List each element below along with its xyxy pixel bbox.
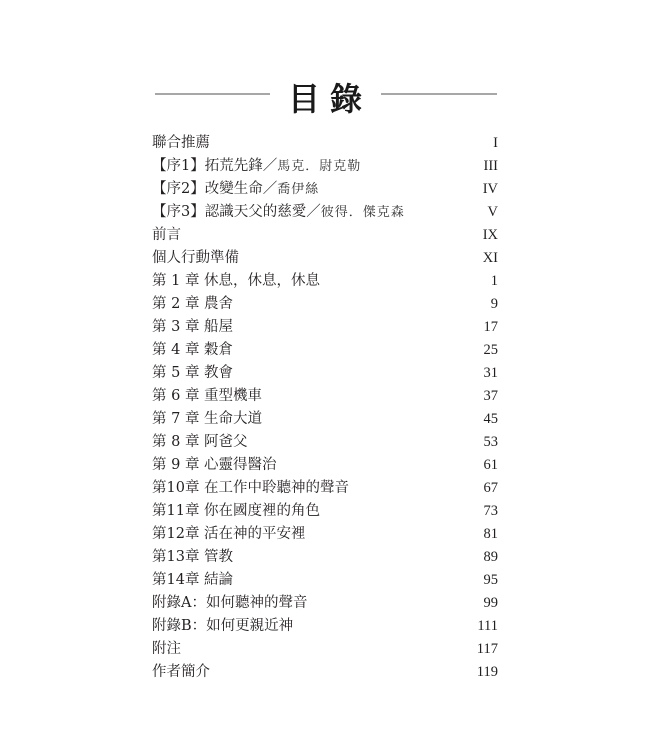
entry-page: V <box>487 204 498 220</box>
entry-page: 67 <box>483 480 498 496</box>
entry-title: 附錄B：如何更親近神 <box>152 618 294 634</box>
entry-title: 個人行動準備 <box>152 250 239 266</box>
entry-page: 31 <box>483 365 498 381</box>
title-rule-right <box>381 93 497 95</box>
entry-page: 81 <box>483 526 498 542</box>
toc-entry[interactable] <box>152 385 498 408</box>
toc-entry[interactable] <box>152 523 498 546</box>
entry-page: 117 <box>476 641 498 657</box>
toc-entry[interactable] <box>152 339 498 362</box>
entry-page: 53 <box>483 434 498 450</box>
entry-title: 第14章 結論 <box>152 572 234 588</box>
entry-title: 第11章 你在國度裡的角色 <box>152 503 321 519</box>
entry-title: 【序1】拓荒先鋒／ <box>152 158 278 174</box>
toc-entry[interactable] <box>152 201 498 224</box>
entry-title: 第 1 章 休息，休息，休息 <box>152 273 321 289</box>
entry-author: 喬伊絲 <box>277 182 320 197</box>
entry-page: IV <box>482 181 498 197</box>
toc-entry[interactable] <box>152 569 498 592</box>
toc-entry[interactable] <box>152 155 498 178</box>
entry-title: 第 6 章 重型機車 <box>152 388 263 404</box>
toc-header <box>0 72 650 118</box>
toc-entry[interactable] <box>152 270 498 293</box>
toc-entry[interactable] <box>152 362 498 385</box>
toc-entry[interactable] <box>152 592 498 615</box>
entry-title: 作者簡介 <box>152 664 210 680</box>
entry-page: 89 <box>483 549 498 565</box>
toc-entry[interactable] <box>152 132 498 155</box>
toc-entry[interactable] <box>152 178 498 201</box>
entry-title: 前言 <box>152 227 181 243</box>
entry-page: 73 <box>483 503 498 519</box>
entry-page: XI <box>482 250 498 266</box>
entry-title: 第10章 在工作中聆聽神的聲音 <box>152 480 350 496</box>
entry-page: 99 <box>483 595 498 611</box>
page-title: 目錄 <box>287 80 372 118</box>
entry-title: 第 8 章 阿爸父 <box>152 434 248 450</box>
toc-entry[interactable] <box>152 247 498 270</box>
entry-page: I <box>493 135 498 151</box>
entry-title: 聯合推薦 <box>152 135 210 151</box>
entry-title: 【序3】認識天父的慈愛／ <box>152 204 321 220</box>
entry-title: 第12章 活在神的平安裡 <box>152 526 306 542</box>
entry-title: 第 2 章 農舍 <box>152 296 234 312</box>
entry-page: 119 <box>476 664 498 680</box>
entry-page: IX <box>482 227 498 243</box>
entry-author: 彼得．傑克森 <box>320 205 405 220</box>
toc-entry[interactable] <box>152 500 498 523</box>
entry-title: 第 4 章 穀倉 <box>152 342 234 358</box>
entry-title: 第 7 章 生命大道 <box>152 411 263 427</box>
toc-entry[interactable] <box>152 638 498 661</box>
entry-page: 37 <box>483 388 498 404</box>
entry-title: 附注 <box>152 641 181 657</box>
entry-page: 45 <box>483 411 498 427</box>
toc-entry[interactable] <box>152 408 498 431</box>
entry-page: 17 <box>483 319 498 335</box>
entry-title: 第 5 章 教會 <box>152 365 234 381</box>
entry-page: 1 <box>490 273 498 289</box>
entry-page: III <box>483 158 498 174</box>
entry-title: 第 9 章 心靈得醫治 <box>152 457 277 473</box>
toc-entry[interactable] <box>152 454 498 477</box>
toc-entry[interactable] <box>152 224 498 247</box>
entry-title: 第13章 管教 <box>152 549 234 565</box>
toc-entry[interactable] <box>152 477 498 500</box>
table-of-contents <box>152 132 498 684</box>
entry-title: 【序2】改變生命／ <box>152 181 278 197</box>
entry-page: 9 <box>490 296 498 312</box>
toc-entry[interactable] <box>152 546 498 569</box>
toc-entry[interactable] <box>152 316 498 339</box>
entry-page: 25 <box>483 342 498 358</box>
toc-entry[interactable] <box>152 293 498 316</box>
toc-entry[interactable] <box>152 431 498 454</box>
entry-page: 61 <box>483 457 498 473</box>
entry-title: 第 3 章 船屋 <box>152 319 234 335</box>
toc-entry[interactable] <box>152 615 498 638</box>
entry-page: 111 <box>477 618 498 634</box>
entry-title: 附錄A：如何聽神的聲音 <box>152 595 308 611</box>
entry-page: 95 <box>483 572 498 588</box>
entry-author: 馬克．尉克勒 <box>277 159 362 174</box>
toc-entry[interactable] <box>152 661 498 684</box>
